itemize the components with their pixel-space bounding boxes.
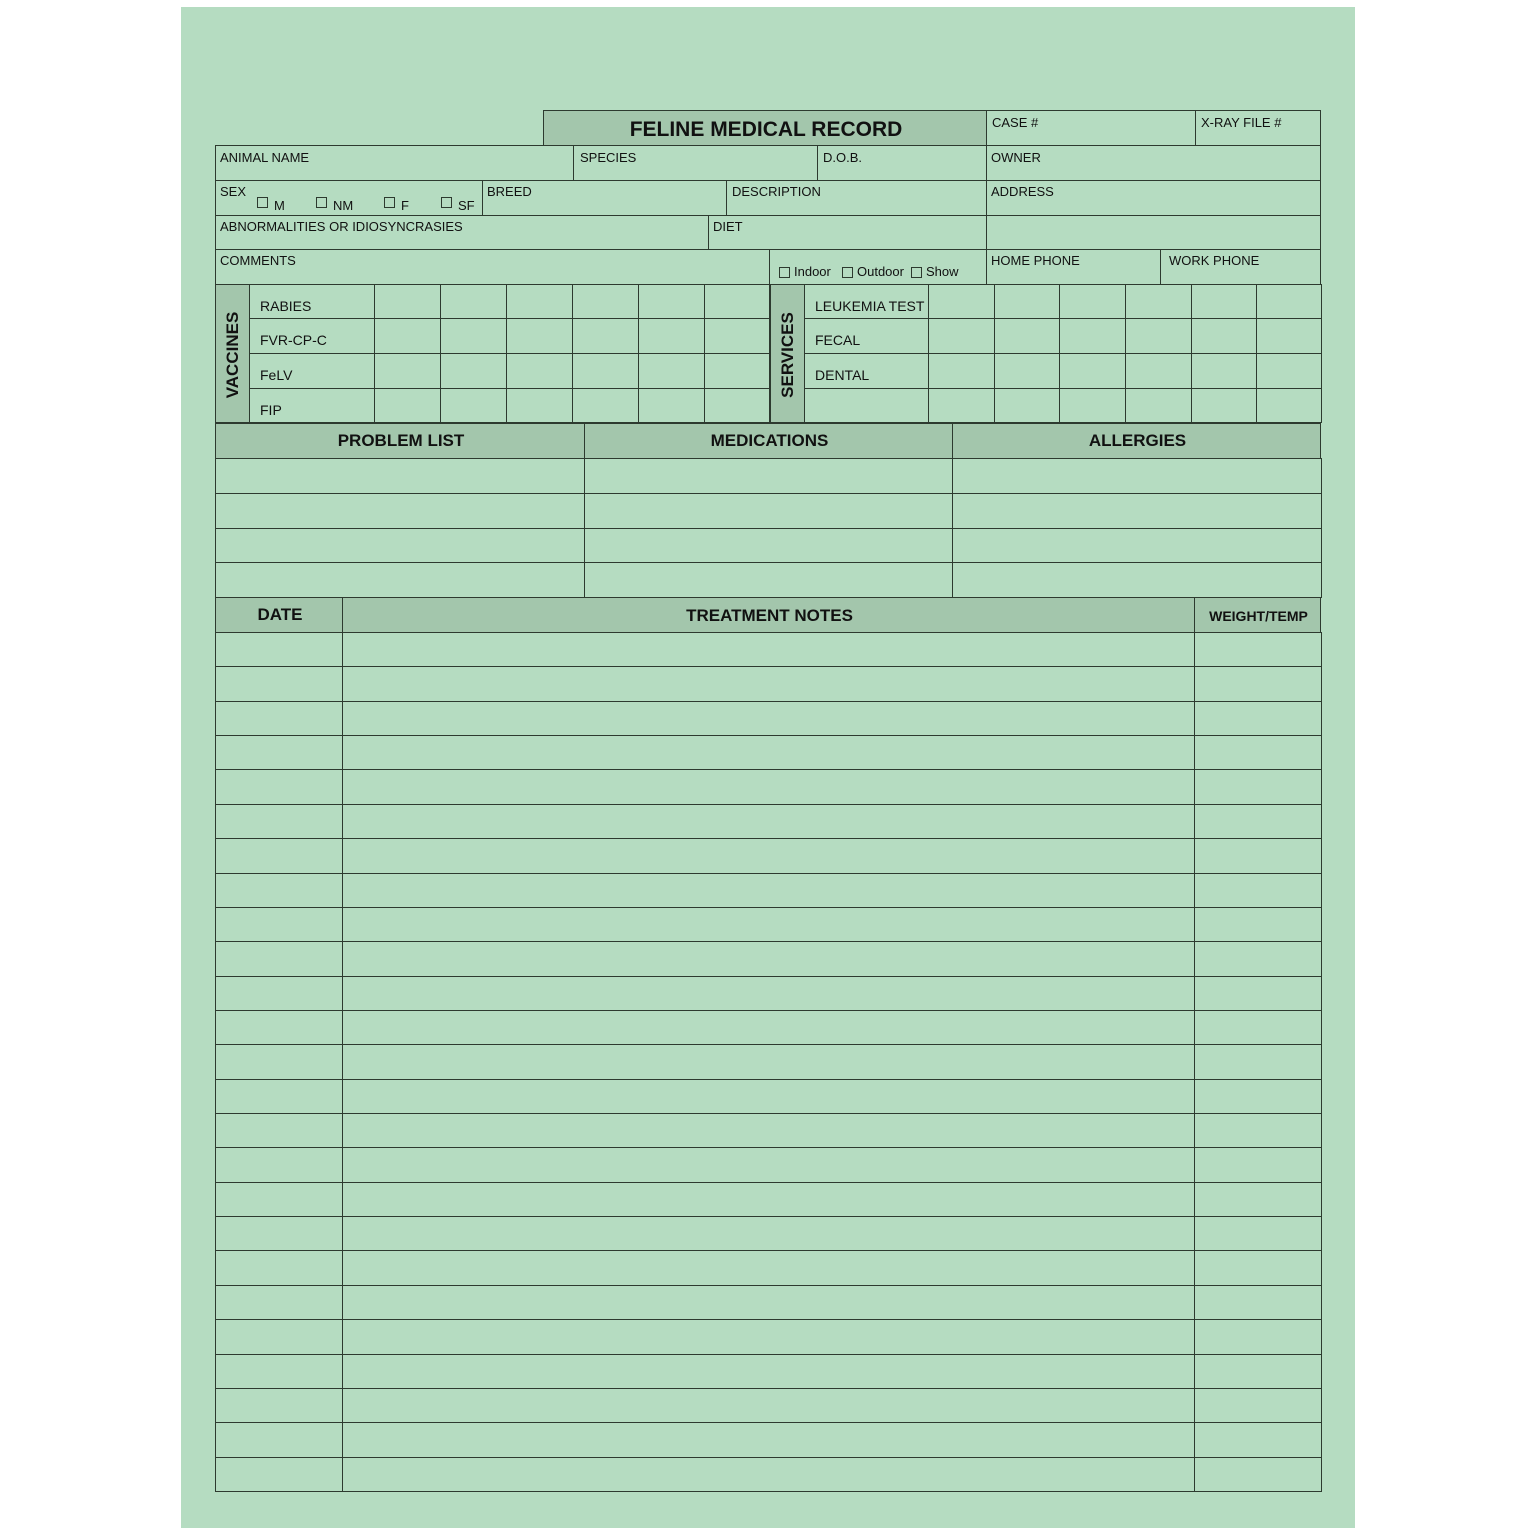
allergies-row[interactable] [952,493,1322,529]
treatment-date-cell[interactable] [215,701,343,736]
service-date-cell[interactable] [1059,353,1126,389]
treatment-date-cell[interactable] [215,1079,343,1114]
species-label: SPECIES [580,150,637,165]
home-phone-label: HOME PHONE [991,253,1080,268]
service-date-cell[interactable] [928,388,995,423]
treatment-notes-cell[interactable] [342,907,1195,942]
treatment-notes-cell[interactable] [342,1319,1195,1354]
treatment-date-cell[interactable] [215,907,343,942]
service-date-cell[interactable] [994,318,1060,354]
treatment-notes-cell[interactable] [342,976,1195,1011]
treatment-weight-cell[interactable] [1194,1010,1322,1045]
treatment-notes-cell[interactable] [342,804,1195,839]
service-date-cell[interactable] [1256,353,1322,389]
service-date-cell[interactable] [1125,284,1192,319]
treatment-notes-cell[interactable] [342,735,1195,770]
service-name-cell [804,388,929,423]
service-date-cell[interactable] [928,318,995,354]
treatment-date-cell[interactable] [215,1010,343,1045]
service-date-cell[interactable] [1125,353,1192,389]
treatment-date-cell[interactable] [215,1044,343,1079]
service-date-cell[interactable] [1059,318,1126,354]
service-name-cell [804,353,929,389]
treatment-notes-cell[interactable] [342,769,1195,804]
treatment-weight-cell[interactable] [1194,976,1322,1011]
treatment-weight-cell[interactable] [1194,804,1322,839]
vaccines-title: VACCINES [223,311,242,399]
treatment-weight-cell[interactable] [1194,1250,1322,1285]
case-number-field[interactable] [986,110,1196,146]
services-side-label [769,284,805,423]
xray-file-field[interactable] [1195,110,1321,146]
vaccine-date-cell[interactable] [506,284,573,319]
treatment-date-cell[interactable] [215,941,343,976]
treatment-notes-cell[interactable] [342,1079,1195,1114]
species-field[interactable] [573,145,818,181]
treatment-weight-cell[interactable] [1194,666,1322,701]
breed-label: BREED [487,184,532,199]
service-date-cell[interactable] [1191,318,1257,354]
vaccines-side-label [215,284,250,423]
service-date-cell[interactable] [1191,353,1257,389]
treatment-date-cell[interactable] [215,1216,343,1251]
sex-field [215,180,483,216]
treatment-date-cell[interactable] [215,873,343,908]
dob-field[interactable] [817,145,987,181]
vaccine-name-cell [249,318,375,354]
home-phone-field[interactable] [986,249,1161,285]
vaccine-date-cell[interactable] [638,318,705,354]
services-title: SERVICES [778,312,797,398]
treatment-date-cell[interactable] [215,1147,343,1182]
comments-field[interactable] [215,249,770,285]
treatment-notes-cell[interactable] [342,666,1195,701]
medications-row[interactable] [584,562,953,598]
vaccine-date-cell[interactable] [440,388,507,423]
allergies-row[interactable] [952,458,1322,494]
treatment-weight-cell[interactable] [1194,1319,1322,1354]
description-field[interactable] [726,180,987,216]
treatment-date-cell[interactable] [215,838,343,873]
vaccine-date-cell[interactable] [572,318,639,354]
treatment-weight-cell[interactable] [1194,1113,1322,1148]
sex-nm-checkbox[interactable] [316,197,327,208]
treatment-notes-cell[interactable] [342,1354,1195,1389]
problem-list-title: PROBLEM LIST [337,431,465,450]
vaccine-name: RABIES [260,298,312,314]
allergies-title: ALLERGIES [1088,431,1187,450]
outdoor-label: Outdoor [857,264,904,279]
animal-name-field[interactable] [215,145,574,181]
treatment-date-cell[interactable] [215,769,343,804]
weight-temp-header [1194,597,1321,633]
address-label: ADDRESS [991,184,1054,199]
service-name: FECAL [815,332,861,348]
abnormalities-field[interactable] [215,215,709,250]
xray-file-label: X-RAY FILE # [1201,115,1282,130]
service-date-cell[interactable] [1256,318,1322,354]
treatment-date-cell[interactable] [215,632,343,667]
treatment-weight-cell[interactable] [1194,1422,1322,1457]
vaccine-date-cell[interactable] [704,388,771,423]
treatment-notes-cell[interactable] [342,1182,1195,1217]
address-field[interactable] [986,180,1321,216]
show-checkbox[interactable] [911,267,922,278]
treatment-weight-cell[interactable] [1194,735,1322,770]
vaccine-date-cell[interactable] [638,388,705,423]
treatment-weight-cell[interactable] [1194,1079,1322,1114]
form-title: FELINE MEDICAL RECORD [629,118,903,141]
service-date-cell[interactable] [1191,388,1257,423]
vaccine-name-cell [249,284,375,319]
sex-f-label: F [401,198,409,213]
dob-label: D.O.B. [823,150,863,165]
vaccine-date-cell[interactable] [506,388,573,423]
service-name: DENTAL [815,367,870,383]
medications-row[interactable] [584,528,953,564]
treatment-notes-cell[interactable] [342,1388,1195,1423]
treatment-notes-cell[interactable] [342,838,1195,873]
treatment-notes-cell[interactable] [342,1422,1195,1457]
problem-list-row[interactable] [215,493,585,529]
treatment-notes-cell[interactable] [342,1113,1195,1148]
sex-sf-checkbox[interactable] [441,197,452,208]
sex-f-checkbox[interactable] [384,197,395,208]
vaccine-name-cell [249,388,375,423]
medications-row[interactable] [584,458,953,494]
treatment-weight-cell[interactable] [1194,907,1322,942]
vaccine-date-cell[interactable] [638,284,705,319]
treatment-weight-cell[interactable] [1194,1457,1322,1492]
problem-list-header [215,423,585,459]
treatment-weight-cell[interactable] [1194,632,1322,667]
vaccine-date-cell[interactable] [374,284,441,319]
diet-field[interactable] [708,215,987,250]
vaccine-date-cell[interactable] [704,318,771,354]
treatment-notes-cell[interactable] [342,873,1195,908]
treatment-notes-cell[interactable] [342,1216,1195,1251]
treatment-weight-cell[interactable] [1194,1182,1322,1217]
service-date-cell[interactable] [1125,318,1192,354]
treatment-weight-cell[interactable] [1194,873,1322,908]
treatment-notes-header [342,597,1195,633]
sex-label: SEX [220,184,247,199]
treatment-date-cell[interactable] [215,1319,343,1354]
treatment-weight-cell[interactable] [1194,1044,1322,1079]
service-date-cell[interactable] [928,353,995,389]
owner-label: OWNER [991,150,1041,165]
owner-field[interactable] [986,145,1321,181]
treatment-date-cell[interactable] [215,1285,343,1320]
treatment-date-cell[interactable] [215,1457,343,1492]
treatment-date-cell[interactable] [215,1182,343,1217]
treatment-date-cell[interactable] [215,1422,343,1457]
service-date-cell[interactable] [928,284,995,319]
service-name: LEUKEMIA TEST [815,298,925,314]
medications-title: MEDICATIONS [710,431,829,450]
treatment-notes-cell[interactable] [342,1147,1195,1182]
allergies-row[interactable] [952,562,1322,598]
description-label: DESCRIPTION [732,184,821,199]
problem-list-row[interactable] [215,562,585,598]
work-phone-field[interactable] [1160,249,1321,285]
treatment-date-cell[interactable] [215,804,343,839]
treatment-weight-cell[interactable] [1194,701,1322,736]
treatment-notes-cell[interactable] [342,1010,1195,1045]
treatment-date-cell[interactable] [215,1388,343,1423]
treatment-weight-cell[interactable] [1194,1388,1322,1423]
medications-header [584,423,953,459]
treatment-notes-header-label: TREATMENT NOTES [686,606,853,625]
animal-name-label: ANIMAL NAME [220,150,310,165]
treatment-weight-cell[interactable] [1194,1147,1322,1182]
date-header [215,597,343,633]
treatment-weight-cell[interactable] [1194,838,1322,873]
vaccine-date-cell[interactable] [506,353,573,389]
outdoor-checkbox[interactable] [842,267,853,278]
vaccine-date-cell[interactable] [572,284,639,319]
treatment-notes-cell[interactable] [342,1457,1195,1492]
service-date-cell[interactable] [994,353,1060,389]
medications-row[interactable] [584,493,953,529]
work-phone-label: WORK PHONE [1169,253,1260,268]
case-number-label: CASE # [992,115,1039,130]
service-date-cell[interactable] [1059,284,1126,319]
service-date-cell[interactable] [1191,284,1257,319]
vaccine-date-cell[interactable] [572,388,639,423]
treatment-notes-cell[interactable] [342,701,1195,736]
treatment-date-cell[interactable] [215,1113,343,1148]
diet-label: DIET [713,219,743,234]
abnormalities-label: ABNORMALITIES OR IDIOSYNCRASIES [220,219,463,234]
show-label: Show [926,264,959,279]
vaccine-date-cell[interactable] [440,353,507,389]
lifestyle-field [769,249,987,285]
comments-label: COMMENTS [220,253,296,268]
vaccine-date-cell[interactable] [440,318,507,354]
treatment-notes-cell[interactable] [342,632,1195,667]
vaccine-name: FVR-CP-C [260,332,327,348]
treatment-notes-cell[interactable] [342,1250,1195,1285]
service-date-cell[interactable] [1059,388,1126,423]
problem-list-row[interactable] [215,528,585,564]
allergies-header [952,423,1321,459]
service-date-cell[interactable] [1256,284,1322,319]
vaccine-date-cell[interactable] [440,284,507,319]
vaccine-date-cell[interactable] [704,353,771,389]
service-date-cell[interactable] [994,388,1060,423]
treatment-notes-cell[interactable] [342,1285,1195,1320]
treatment-date-cell[interactable] [215,1354,343,1389]
vaccine-date-cell[interactable] [374,318,441,354]
service-name-cell [804,318,929,354]
allergies-row[interactable] [952,528,1322,564]
indoor-checkbox[interactable] [779,267,790,278]
vaccine-name-cell [249,353,375,389]
treatment-date-cell[interactable] [215,735,343,770]
sex-m-label: M [274,198,285,213]
treatment-notes-cell[interactable] [342,1044,1195,1079]
treatment-weight-cell[interactable] [1194,1354,1322,1389]
date-header-label: DATE [257,605,303,624]
service-date-cell[interactable] [1256,388,1322,423]
vaccine-name: FIP [260,402,282,418]
vaccine-date-cell[interactable] [374,388,441,423]
breed-field[interactable] [482,180,727,216]
weight-temp-header-label: WEIGHT/TEMP [1209,608,1308,624]
vaccine-date-cell[interactable] [638,353,705,389]
treatment-weight-cell[interactable] [1194,1285,1322,1320]
treatment-date-cell[interactable] [215,976,343,1011]
treatment-weight-cell[interactable] [1194,1216,1322,1251]
vaccine-date-cell[interactable] [572,353,639,389]
title-cell [543,110,987,146]
problem-list-row[interactable] [215,458,585,494]
treatment-date-cell[interactable] [215,666,343,701]
service-date-cell[interactable] [994,284,1060,319]
vaccine-date-cell[interactable] [506,318,573,354]
sex-nm-label: NM [333,198,354,213]
vaccine-date-cell[interactable] [704,284,771,319]
sex-m-checkbox[interactable] [257,197,268,208]
treatment-weight-cell[interactable] [1194,769,1322,804]
treatment-date-cell[interactable] [215,1250,343,1285]
treatment-notes-cell[interactable] [342,941,1195,976]
vaccine-date-cell[interactable] [374,353,441,389]
service-date-cell[interactable] [1125,388,1192,423]
vaccine-name: FeLV [260,367,293,383]
service-name-cell [804,284,929,319]
sex-sf-label: SF [458,198,475,213]
address-continued-field[interactable] [986,215,1321,250]
treatment-weight-cell[interactable] [1194,941,1322,976]
indoor-label: Indoor [794,264,831,279]
record-form [181,7,1355,1528]
